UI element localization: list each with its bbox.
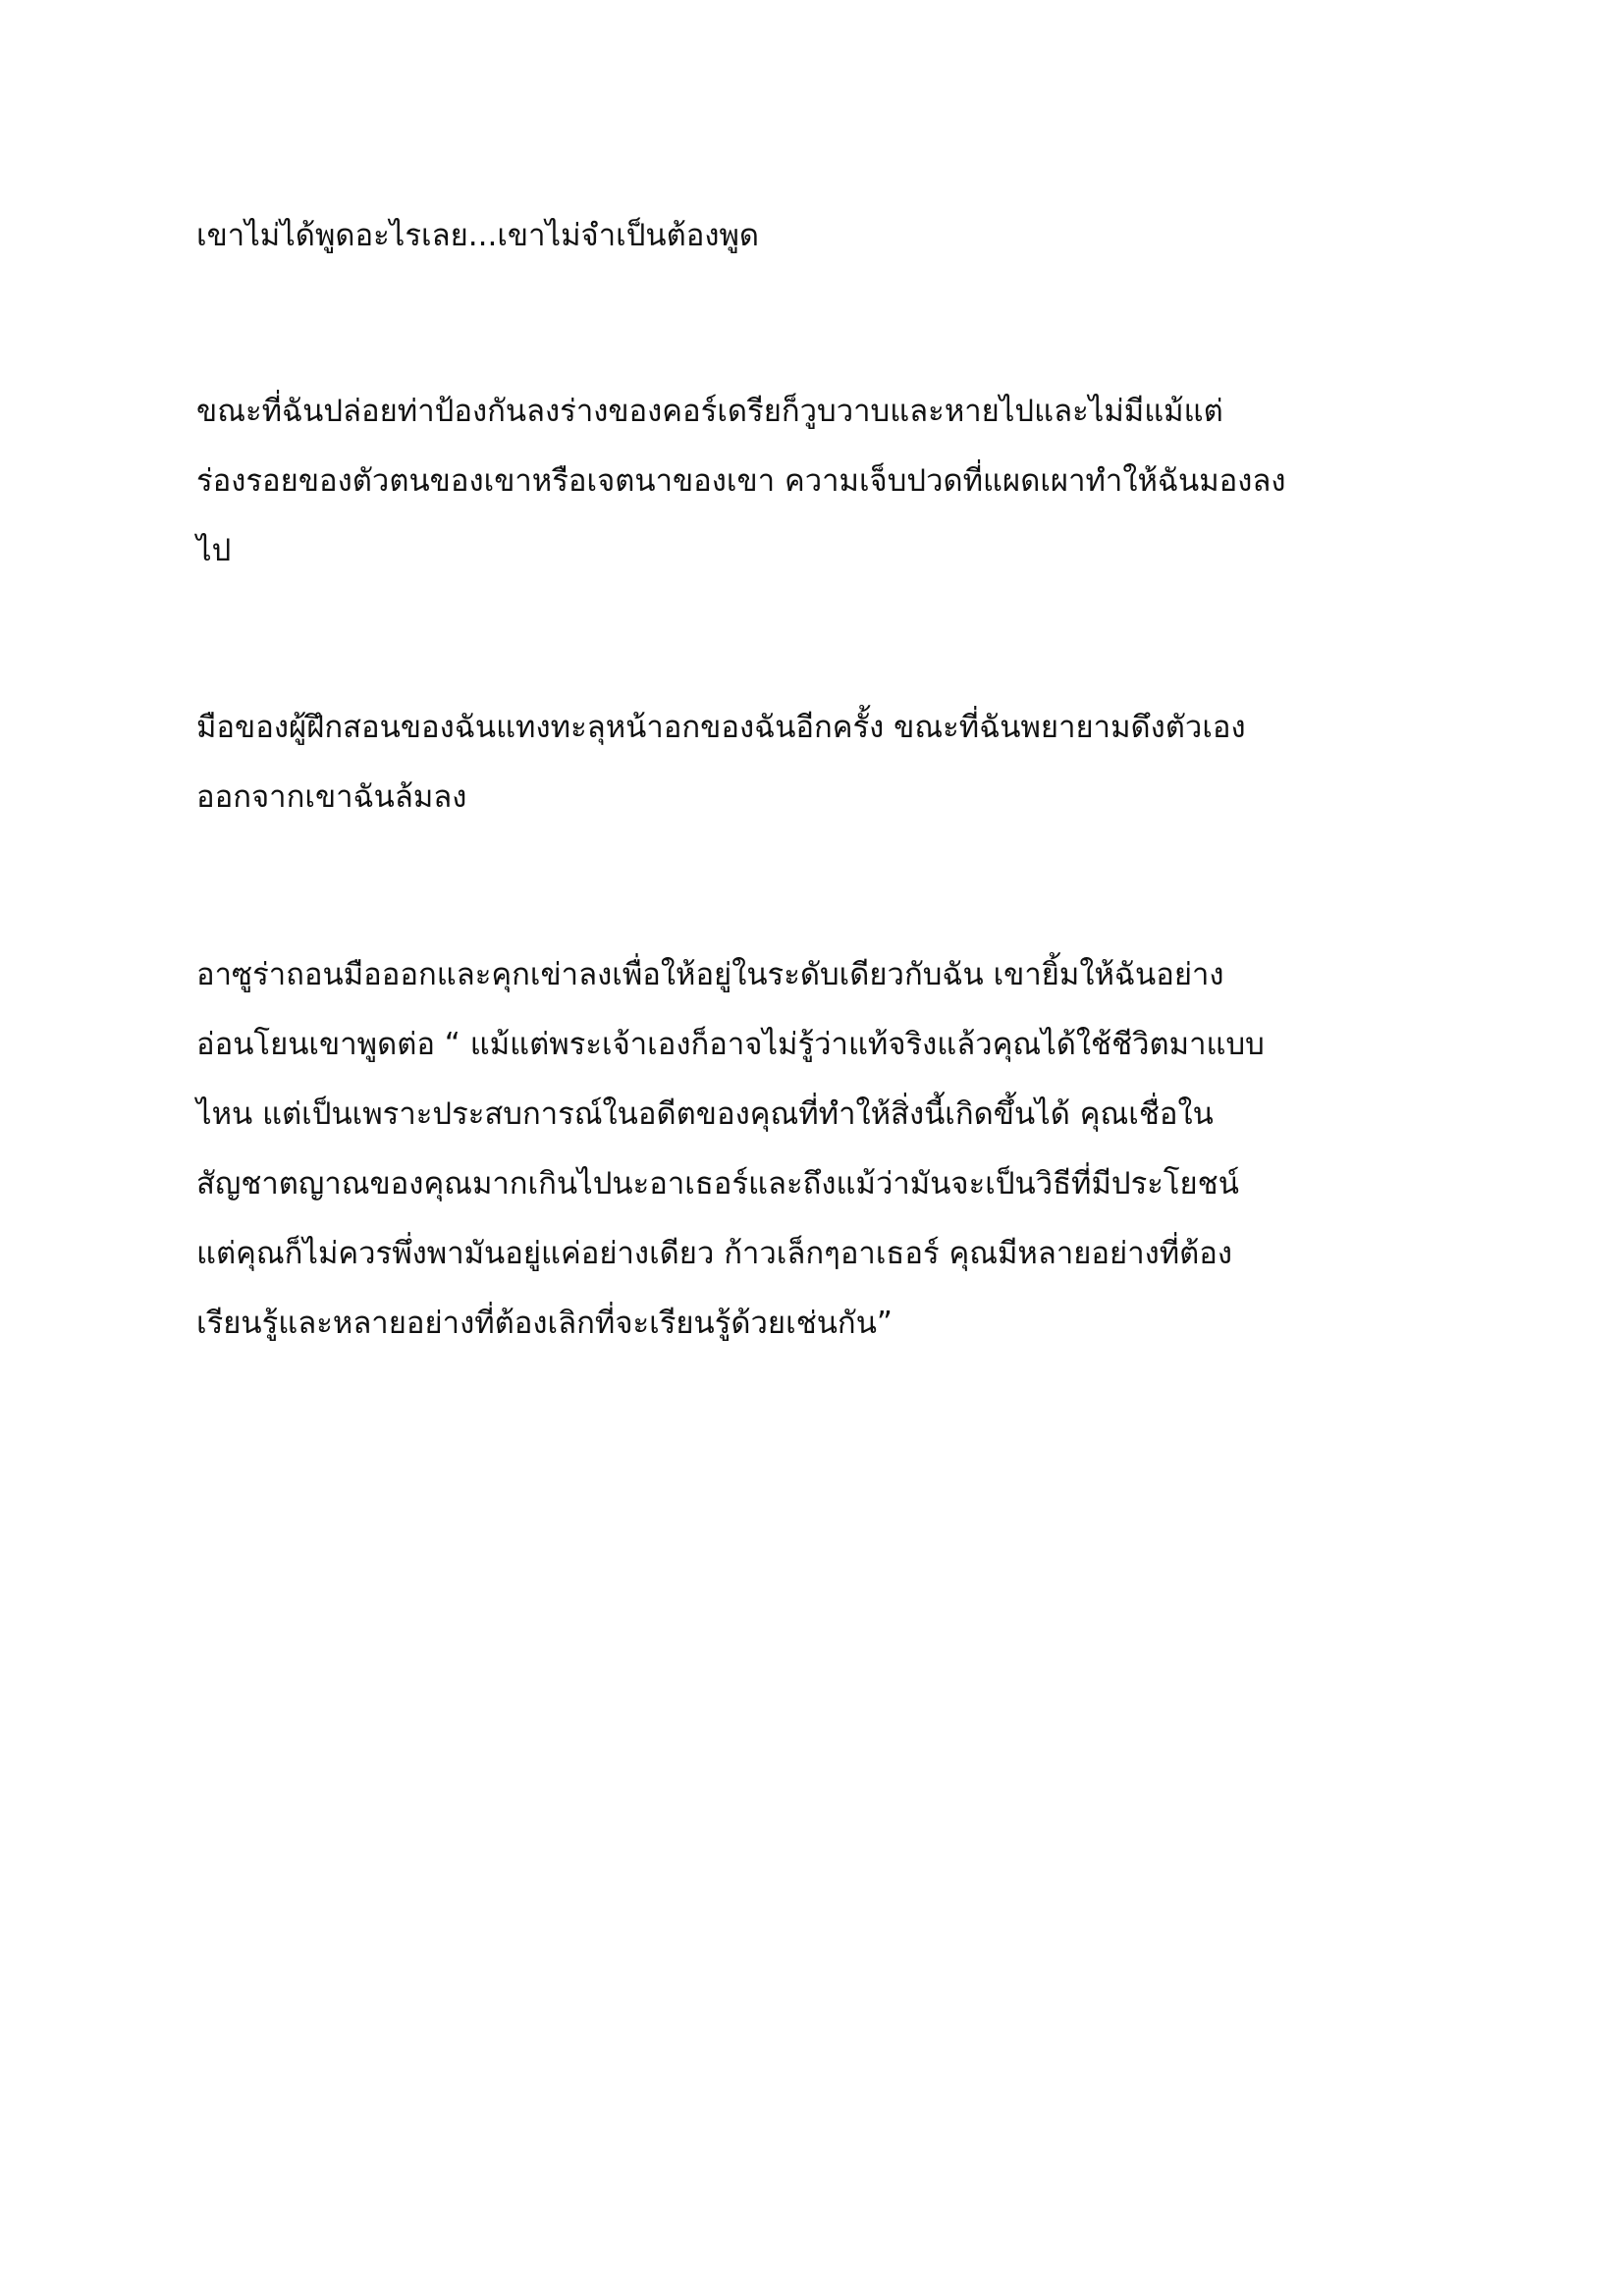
text-line: มือของผู้ฝึกสอนของฉันแทงทะลุหน้าอกของฉันอีกครั้ง ขณะที่ฉันพยายามดึงตัวเอง (196, 710, 1246, 745)
text-line: อ่อนโยนเขาพูดต่อ “ แม้แต่พระเจ้าเองก็อาจไม่รู้ว่าแท้จริงแล้วคุณได้ใช้ชีวิตมาแบบ (196, 1027, 1265, 1062)
paragraph-spacer (196, 586, 1443, 693)
text-line: ไหน แต่เป็นเพราะประสบการณ์ในอดีตของคุณที่ทำให้สิ่งนี้เกิดขึ้นได้ คุณเชื่อใน (196, 1096, 1214, 1132)
paragraph-spacer (196, 832, 1443, 940)
text-line: อาซูร่าถอนมือออกและคุกเข่าลงเพื่อให้อยู่ในระดับเดียวกับฉัน เขายิ้มให้ฉันอย่าง (196, 957, 1224, 992)
document-body (196, 201, 1443, 1359)
paragraph-1 (196, 201, 1443, 271)
text-line: ร่องรอยของตัวตนของเขาหรือเจตนาของเขา ความเจ็บปวดที่แผดเผาทำให้ฉันมองลง (196, 463, 1286, 499)
text-line: สัญชาตญาณของคุณมากเกินไปนะอาเธอร์และถึงแม้ว่ามันจะเป็นวิธีที่มีประโยชน์ (196, 1166, 1239, 1201)
text-line: ไป (196, 533, 232, 568)
paragraph-4 (196, 940, 1443, 1359)
paragraph-spacer (196, 271, 1443, 377)
paragraph-3 (196, 693, 1443, 832)
text-line: ออกจากเขาฉันล้มลง (196, 779, 467, 815)
paragraph-2 (196, 377, 1443, 586)
text-line: แต่คุณก็ไม่ควรพึ่งพามันอยู่แค่อย่างเดียว ก้าวเล็กๆอาเธอร์ คุณมีหลายอย่างที่ต้อง (196, 1236, 1233, 1271)
text-line: ขณะที่ฉันปล่อยท่าป้องกันลงร่างของคอร์เดรียก็วูบวาบและหายไปและไม่มีแม้แต่ (196, 394, 1223, 429)
text-line: เขาไม่ได้พูดอะไรเลย...เขาไม่จำเป็นต้องพูด (196, 218, 760, 253)
text-line: เรียนรู้และหลายอย่างที่ต้องเลิกที่จะเรียนรู้ด้วยเช่นกัน” (196, 1306, 893, 1341)
